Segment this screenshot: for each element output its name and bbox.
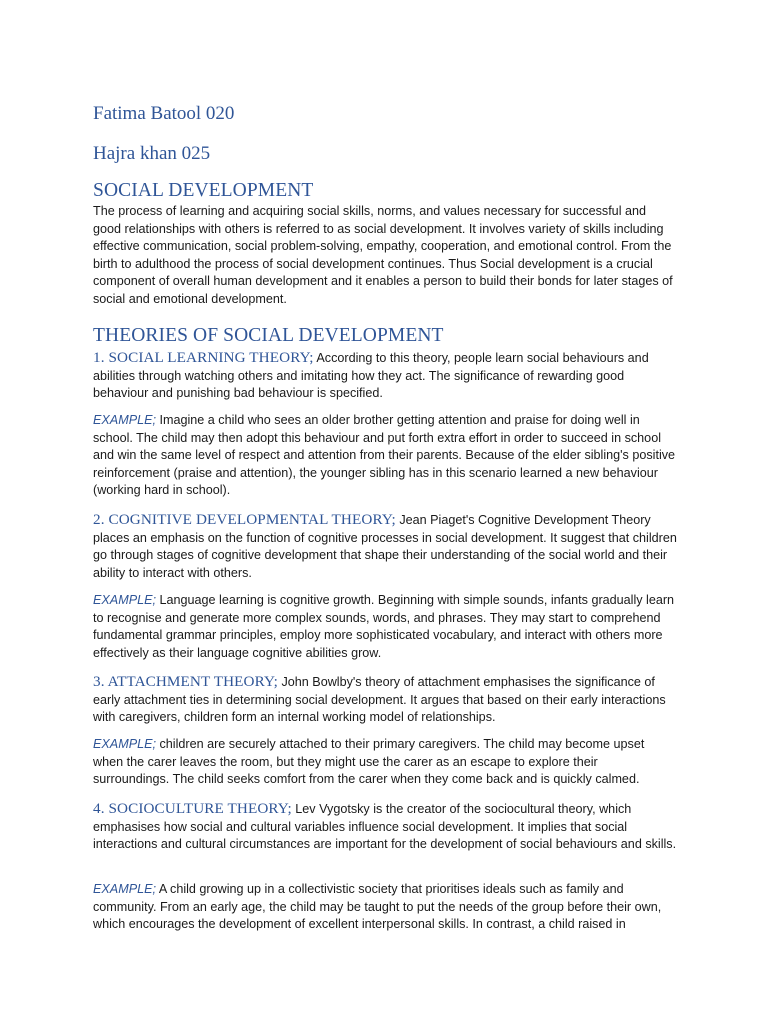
theory-2-text: Jean Piaget's Cognitive Development Theory places an emphasis on the function of cognitive processes in social development. It suggest that children go through stages of cognitive development that shape their understanding of the social world and their ability to interact with others. (93, 513, 677, 580)
theory-3-paragraph (93, 673, 677, 727)
paragraph-social-development: The process of learning and acquiring social skills, norms, and values necessary for successful and good relationships with others is referred to as social development. It involves variety of skills including effective communication, social problem-solving, empathy, cooperation, and emotional control. From the birth to adulthood the process of social development continues. Thus Social development is a crucial component of overall human development and it enables a person to build their bonds for later stages of social and emotional development. (93, 204, 673, 306)
theory-4-text: Lev Vygotsky is the creator of the sociocultural theory, which emphasises how social and cultural variables influence social development. It implies that social interactions and cultural circumstances are important for the development of social behaviours and skills. (93, 802, 677, 852)
theory-3-example-text: children are securely attached to their primary caregivers. The child may become upset when the carer leaves the room, but they might use the carer as an escape to explore their surroundings. The child seeks comfort from the carer when they come back and is quickly calmed. (93, 737, 645, 787)
author-hajra: Hajra khan 025 (93, 143, 211, 164)
theory-4-title: 4. SOCIOCULTURE THEORY; (93, 800, 292, 817)
theory-3-example-label: EXAMPLE; (93, 737, 156, 751)
theory-2-example-text: Language learning is cognitive growth. Beginning with simple sounds, infants gradually learn to recognise and generate more complex sounds, words, and phrases. They may start to comprehend fundamental grammar principles, employ more sophisticated vocabulary, and interact with others more effectively as their language cognitive abilities grow. (93, 593, 675, 660)
theory-3-text: John Bowlby's theory of attachment emphasises the significance of early attachment ties in determining social development. It argues that based on their early interactions with caregivers, children form an internal working model of relationships. (93, 675, 666, 725)
theory-2-title: 2. COGNITIVE DEVELOPMENTAL THEORY; (93, 511, 396, 528)
theory-4-example (93, 881, 677, 934)
theory-1-title: 1. SOCIAL LEARNING THEORY; (93, 349, 314, 366)
theory-1-example-text: Imagine a child who sees an older brother getting attention and praise for doing well in school. The child may then adopt this behaviour and put forth extra effort in order to succeed in school and win the same level of respect and attention from their parents. Because of the elder sibling's positive reinforcement (praise and attention), the younger sibling has in this scenario learned a new behaviour (working hard in school). (93, 413, 676, 498)
theory-3-title: 3. ATTACHMENT THEORY; (93, 673, 278, 690)
heading-social-development: SOCIAL DEVELOPMENT (93, 180, 314, 201)
theory-4-paragraph (93, 800, 677, 854)
theory-1-example-label: EXAMPLE; (93, 413, 156, 427)
theory-4-example-label: EXAMPLE; (93, 882, 156, 896)
theory-3-example (93, 736, 677, 789)
theory-2-paragraph (93, 511, 677, 582)
theory-2-example (93, 592, 677, 662)
theory-2-example-label: EXAMPLE; (93, 593, 156, 607)
theory-1-text: According to this theory, people learn social behaviours and abilities through watching others and imitating how they act. The significance of rewarding good behaviour and punishing bad behaviour is specified. (93, 351, 649, 401)
theory-4-example-text: A child growing up in a collectivistic society that prioritises ideals such as family and community. From an early age, the child may be taught to put the needs of the group before their own, which encourages the development of excellent interpersonal skills. In contrast, a child raised in (93, 882, 662, 932)
theory-1-example (93, 412, 677, 500)
heading-theories: THEORIES OF SOCIAL DEVELOPMENT (93, 325, 444, 346)
theory-1-paragraph (93, 349, 677, 403)
author-fatima: Fatima Batool 020 (93, 103, 235, 124)
